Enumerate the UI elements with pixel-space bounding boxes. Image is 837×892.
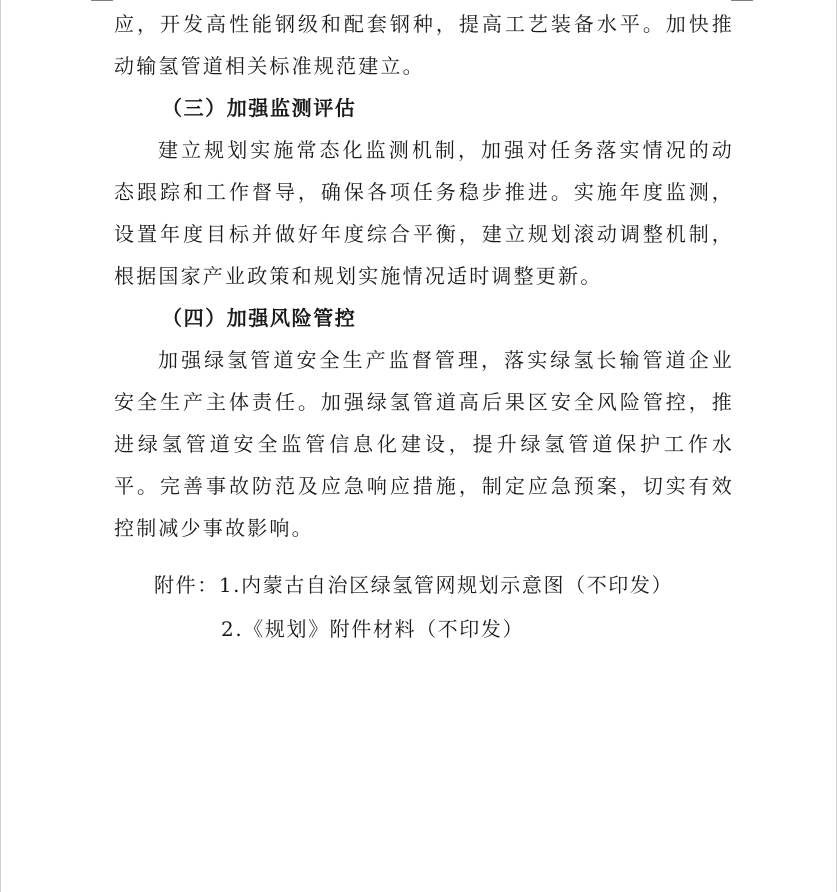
paragraph-standards: 应，开发高性能钢级和配套钢种，提高工艺装备水平。加快推动输氢管道相关标准规范建立。: [114, 12, 734, 78]
crop-mark-right: [731, 0, 753, 1]
attachment-item-1: 1.内蒙古自治区绿氢管网规划示意图（不印发）: [218, 573, 674, 597]
attachments-label: 附件：: [154, 573, 219, 597]
paragraph-monitoring: 建立规划实施常态化监测机制，加强对任务落实情况的动态跟踪和工作督导，确保各项任务稳步推进。实施年度监测，设置年度目标并做好年度综合平衡，建立规划滚动调整机制，根据国家产业政策和规划实施情况适时调整更新。: [114, 138, 734, 288]
attachment-item-2: 2.《规划》附件材料（不印发）: [221, 617, 525, 641]
paragraph-risk-control: 加强绿氢管道安全生产监督管理，落实绿氢长输管道企业安全生产主体责任。加强绿氢管道高后果区安全风险管控，推进绿氢管道安全监管信息化建设，提升绿氢管道保护工作水平。完善事故防范及应急响应措施，制定应急预案，切实有效控制减少事故影响。: [114, 348, 734, 540]
heading-risk-control: （四）加强风险管控: [162, 306, 357, 330]
attachments-section: [114, 563, 734, 651]
document-body: [114, 3, 734, 651]
heading-monitoring-evaluation: （三）加强监测评估: [162, 96, 357, 120]
attachment-line-2: [114, 607, 734, 651]
attachment-line-1: [114, 563, 734, 607]
crop-mark-left: [91, 0, 113, 1]
